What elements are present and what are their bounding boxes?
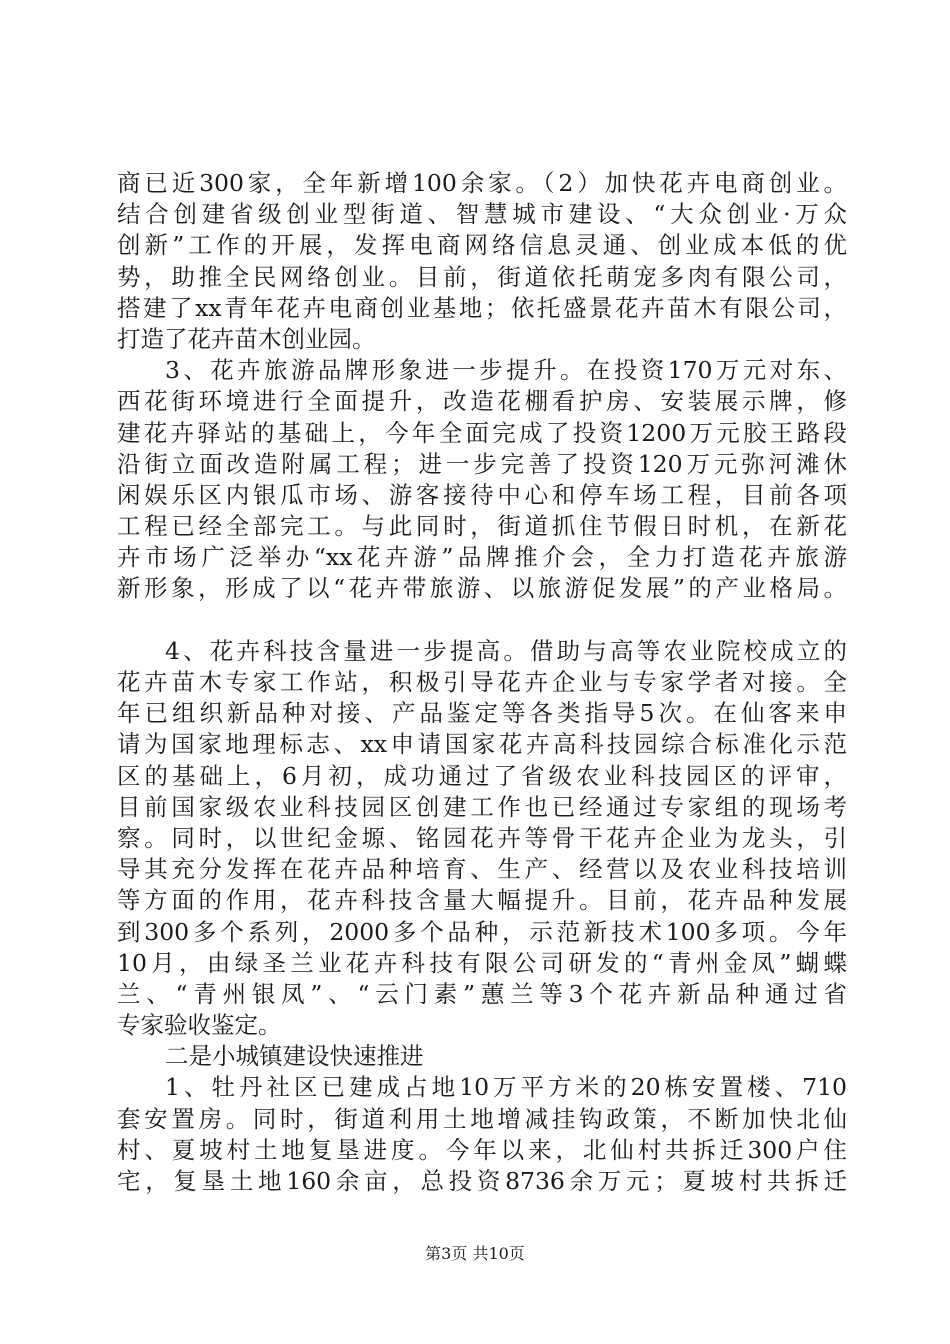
text-line: 目前国家级农业科技园区创建工作也已经通过专家组的现场考: [117, 792, 847, 821]
text-line: [117, 605, 847, 636]
text-line: 二是小城镇建设快速推进: [165, 1042, 424, 1071]
text-line: 兰、“青州银凤”、“云门素”蕙兰等3个花卉新品种通过省: [117, 979, 847, 1008]
text-line: 村、夏坡村土地复垦进度。今年以来，北仙村共拆迁300户住: [117, 1135, 847, 1164]
page-footer: 第3页 共10页: [425, 1244, 525, 1263]
text-line: 等方面的作用，花卉科技含量大幅提升。目前，花卉品种发展: [117, 886, 847, 915]
text-line: 建花卉驿站的基础上，今年全面完成了投资1200万元胶王路段: [117, 418, 847, 447]
text-line: 打造了花卉苗木创业园。: [117, 324, 376, 353]
text-line: 搭建了xx青年花卉电商创业基地；依托盛景花卉苗木有限公司，: [117, 293, 847, 322]
text-line: 宅，复垦土地160余亩，总投资8736余万元；夏坡村共拆迁: [117, 1167, 847, 1195]
text-line: 卉市场广泛举办“xx花卉游”品牌推介会，全力打造花卉旅游: [117, 543, 847, 572]
text-line: 3、花卉旅游品牌形象进一步提升。在投资170万元对东、: [165, 356, 847, 385]
text-line: 闲娱乐区内银瓜市场、游客接待中心和停车场工程，目前各项: [117, 480, 847, 509]
text-line: 套安置房。同时，街道利用土地增减挂钩政策，不断加快北仙: [117, 1104, 847, 1133]
text-line: 创新”工作的开展，发挥电商网络信息灵通、创业成本低的优: [117, 231, 847, 260]
text-line: 新形象，形成了以“花卉带旅游、以旅游促发展”的产业格局。: [117, 574, 847, 603]
text-line: 区的基础上，6月初，成功通过了省级农业科技园区的评审，: [117, 761, 847, 790]
text-line: 花卉苗木专家工作站，积极引导花卉企业与专家学者对接。全: [117, 668, 847, 696]
text-line: 10月，由绿圣兰业花卉科技有限公司研发的“青州金凤”蝴蝶: [117, 948, 847, 977]
document-body: [117, 168, 847, 1197]
text-line: 西花街环境进行全面提升，改造花棚看护房、安装展示牌，修: [117, 387, 847, 416]
text-line: 年已组织新品种对接、产品鉴定等各类指导5次。在仙客来申: [117, 699, 847, 728]
text-line: 沿街立面改造附属工程；进一步完善了投资120万元弥河滩休: [117, 449, 847, 478]
text-line: 工程已经全部完工。与此同时，街道抓住节假日时机，在新花: [117, 512, 847, 541]
text-line: 请为国家地理标志、xx申请国家花卉高科技园综合标准化示范: [117, 730, 847, 759]
text-line: 导其充分发挥在花卉品种培育、生产、经营以及农业科技培训: [117, 855, 847, 884]
text-line: 势，助推全民网络创业。目前，街道依托萌宠多肉有限公司，: [117, 262, 847, 291]
text-line: 商已近300家，全年新增100余家。（2）加快花卉电商创业。: [117, 169, 847, 197]
text-line: 结合创建省级创业型街道、智慧城市建设、“大众创业·万众: [117, 200, 847, 229]
text-line: 察。同时，以世纪金塬、铭园花卉等骨干花卉企业为龙头，引: [117, 823, 847, 852]
text-line: 专家验收鉴定。: [117, 1011, 282, 1040]
text-line: 到300多个系列，2000多个品种，示范新技术100多项。今年: [117, 917, 847, 946]
text-line: 1、牡丹社区已建成占地10万平方米的20栋安置楼、710: [165, 1073, 847, 1102]
text-line: 4、花卉科技含量进一步提高。借助与高等农业院校成立的: [165, 636, 847, 665]
